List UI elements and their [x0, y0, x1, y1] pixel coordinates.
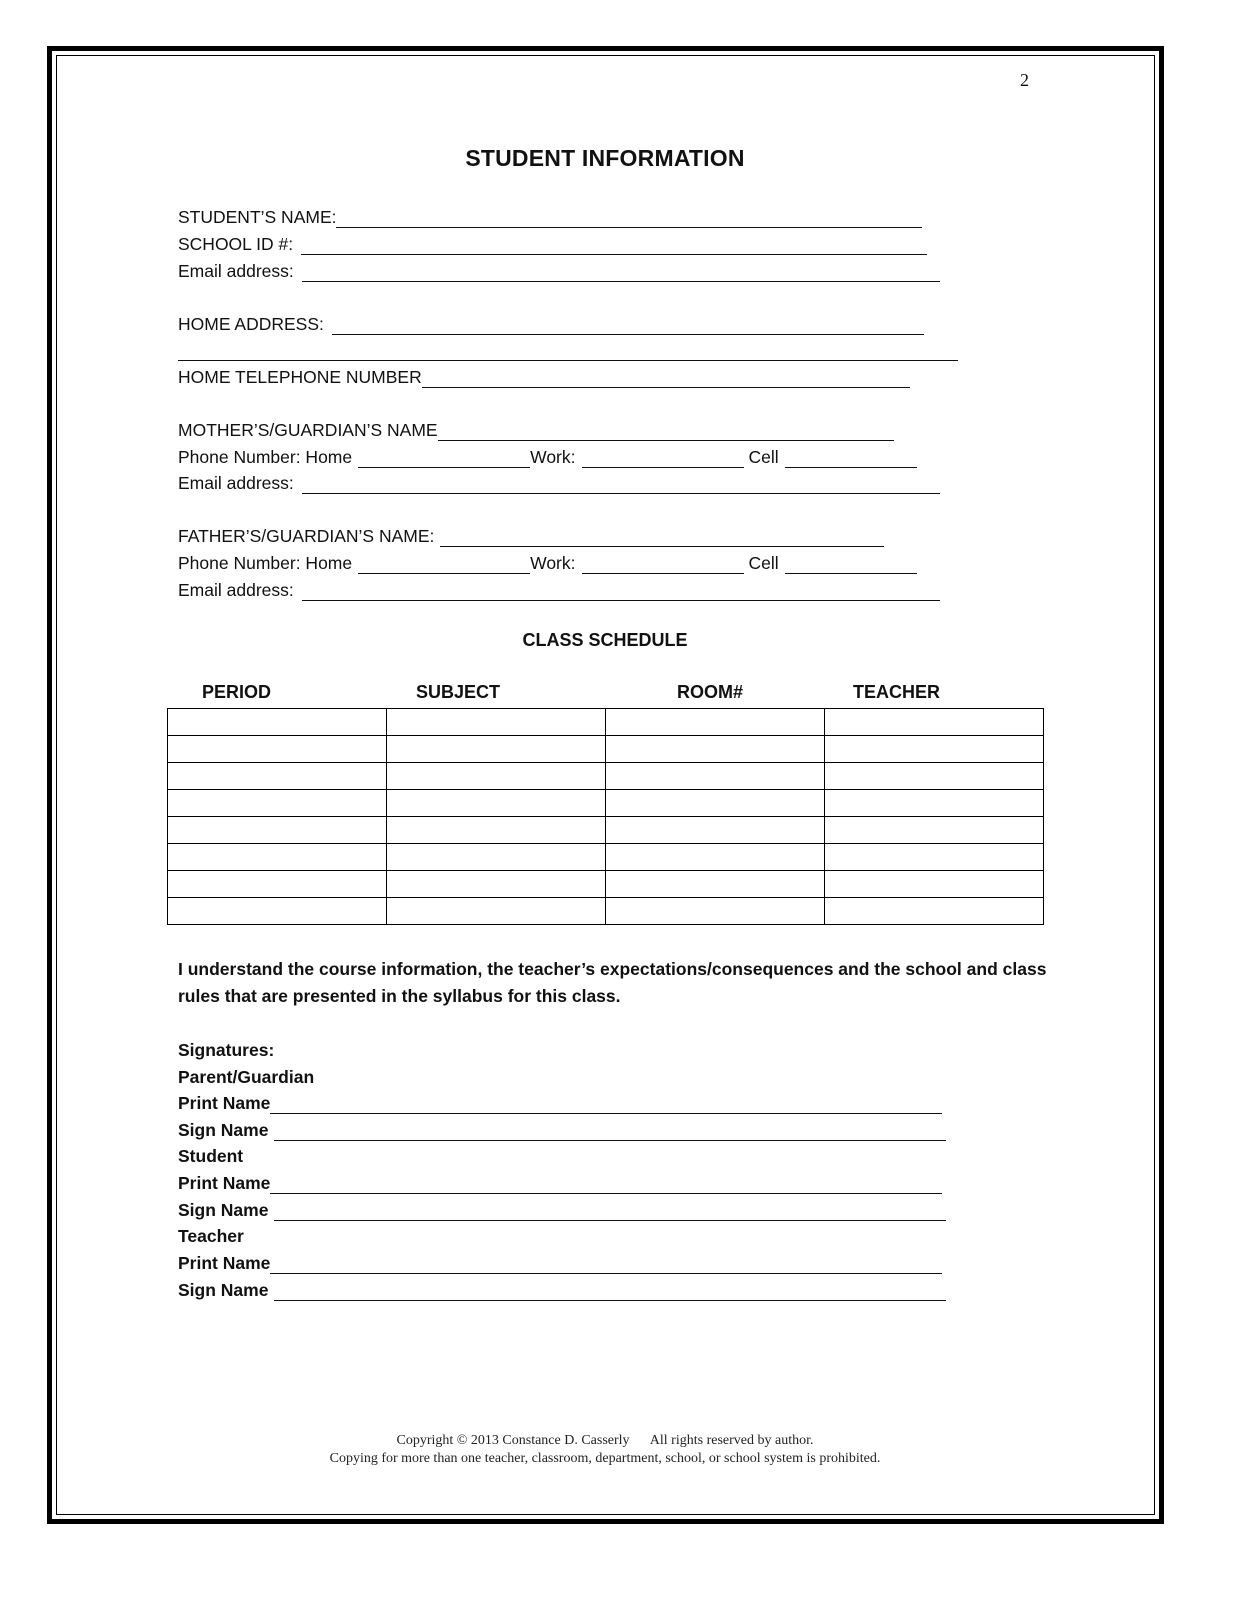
father-phone-work-field[interactable] [582, 556, 744, 574]
table-cell[interactable] [387, 709, 606, 736]
table-cell[interactable] [387, 898, 606, 925]
home-address-field[interactable] [332, 317, 924, 335]
teacher-sign-label: Sign Name [178, 1280, 269, 1300]
student-name-field[interactable] [336, 210, 922, 228]
table-cell[interactable] [606, 736, 825, 763]
mother-phone-work-label: Work: [530, 447, 576, 467]
table-cell[interactable] [387, 844, 606, 871]
home-telephone-field[interactable] [422, 370, 910, 388]
school-id-row [178, 231, 927, 255]
signatures-heading-row [178, 1037, 274, 1061]
table-row [168, 898, 1044, 925]
father-phone-work-label: Work: [530, 553, 576, 573]
student-email-label: Email address: [178, 261, 294, 281]
table-cell[interactable] [168, 736, 387, 763]
table-row [168, 709, 1044, 736]
father-phone-row [178, 550, 917, 574]
table-row [168, 790, 1044, 817]
mother-phone-cell-field[interactable] [785, 450, 917, 468]
table-cell[interactable] [825, 736, 1044, 763]
student-sign-field[interactable] [274, 1203, 946, 1221]
mother-email-row [178, 470, 940, 494]
student-signature-heading: Student [178, 1146, 244, 1166]
footer-notice: Copying for more than one teacher, classroom, department, school, or school system is prohibited. [329, 1451, 881, 1466]
parent-sign-row [178, 1117, 946, 1141]
table-cell[interactable] [825, 709, 1044, 736]
table-cell[interactable] [387, 763, 606, 790]
column-header-subject: SUBJECT [416, 682, 501, 702]
table-cell[interactable] [825, 763, 1044, 790]
page-number: 2 [1020, 70, 1029, 90]
table-cell[interactable] [168, 817, 387, 844]
home-address-line2-field[interactable] [178, 343, 958, 361]
father-email-label: Email address: [178, 580, 294, 600]
mother-phone-cell-label: Cell [748, 447, 779, 467]
student-heading-row [178, 1143, 243, 1167]
mother-phone-row [178, 444, 917, 468]
table-cell[interactable] [168, 871, 387, 898]
mother-name-label: MOTHER’S/GUARDIAN’S NAME [178, 420, 438, 440]
student-sign-row [178, 1197, 946, 1221]
page-title: STUDENT INFORMATION [465, 145, 745, 171]
table-cell[interactable] [825, 871, 1044, 898]
table-cell[interactable] [168, 763, 387, 790]
student-name-row [178, 204, 922, 228]
teacher-sign-row [178, 1277, 946, 1301]
student-email-row [178, 258, 940, 282]
student-name-label: STUDENT’S NAME: [178, 207, 337, 227]
class-schedule-table [167, 708, 1044, 925]
table-row [168, 763, 1044, 790]
student-email-field[interactable] [302, 264, 940, 282]
mother-name-row [178, 417, 894, 441]
student-print-field[interactable] [270, 1176, 942, 1194]
teacher-signature-heading: Teacher [178, 1226, 244, 1246]
table-cell[interactable] [606, 709, 825, 736]
father-name-row [178, 523, 884, 547]
table-cell[interactable] [606, 844, 825, 871]
parent-print-row [178, 1090, 942, 1114]
teacher-print-field[interactable] [270, 1256, 942, 1274]
table-cell[interactable] [387, 871, 606, 898]
teacher-print-label: Print Name [178, 1253, 271, 1273]
class-schedule-title: CLASS SCHEDULE [522, 630, 688, 650]
acknowledgement-statement: I understand the course information, the teacher’s expectations/consequences and the school and class rules that are presented in the syllabus for this class. [178, 959, 1047, 1006]
student-print-label: Print Name [178, 1173, 271, 1193]
table-cell[interactable] [825, 790, 1044, 817]
column-header-room: ROOM# [677, 682, 744, 702]
parent-heading-row [178, 1064, 314, 1088]
mother-name-field[interactable] [438, 423, 894, 441]
father-name-field[interactable] [440, 529, 884, 547]
student-print-row [178, 1170, 942, 1194]
table-cell[interactable] [606, 790, 825, 817]
school-id-label: SCHOOL ID #: [178, 234, 294, 254]
footer-copyright: Copyright © 2013 Constance D. Casserly All rights reserved by author. [396, 1433, 814, 1448]
school-id-field[interactable] [301, 237, 927, 255]
table-row [168, 736, 1044, 763]
parent-print-label: Print Name [178, 1093, 271, 1113]
table-cell[interactable] [606, 763, 825, 790]
parent-print-field[interactable] [270, 1096, 942, 1114]
column-header-teacher: TEACHER [853, 682, 941, 702]
table-cell[interactable] [168, 898, 387, 925]
table-cell[interactable] [825, 844, 1044, 871]
mother-email-label: Email address: [178, 473, 294, 493]
signatures-heading: Signatures: [178, 1040, 275, 1060]
table-cell[interactable] [606, 898, 825, 925]
home-address-line2-row [178, 337, 958, 361]
table-cell[interactable] [606, 871, 825, 898]
home-address-row [178, 311, 924, 335]
mother-phone-work-field[interactable] [582, 450, 744, 468]
mother-phone-home-field[interactable] [358, 450, 530, 468]
parent-sign-label: Sign Name [178, 1120, 269, 1140]
table-row [168, 844, 1044, 871]
father-phone-cell-label: Cell [748, 553, 779, 573]
father-email-row [178, 577, 940, 601]
table-cell[interactable] [387, 817, 606, 844]
father-phone-home-field[interactable] [358, 556, 530, 574]
column-header-period: PERIOD [202, 682, 272, 702]
table-cell[interactable] [168, 790, 387, 817]
table-row [168, 817, 1044, 844]
home-address-label: HOME ADDRESS: [178, 314, 324, 334]
parent-sign-field[interactable] [274, 1123, 946, 1141]
table-cell[interactable] [387, 736, 606, 763]
home-telephone-label: HOME TELEPHONE NUMBER [178, 367, 422, 387]
father-phone-cell-field[interactable] [785, 556, 917, 574]
father-email-field[interactable] [302, 583, 940, 601]
table-cell[interactable] [825, 898, 1044, 925]
father-name-label: FATHER’S/GUARDIAN’S NAME: [178, 526, 435, 546]
table-cell[interactable] [168, 709, 387, 736]
teacher-print-row [178, 1250, 942, 1274]
mother-email-field[interactable] [302, 476, 940, 494]
table-cell[interactable] [387, 790, 606, 817]
father-phone-home-label: Phone Number: Home [178, 553, 353, 573]
student-sign-label: Sign Name [178, 1200, 269, 1220]
table-cell[interactable] [606, 817, 825, 844]
parent-guardian-heading: Parent/Guardian [178, 1067, 315, 1087]
teacher-heading-row [178, 1223, 244, 1247]
mother-phone-home-label: Phone Number: Home [178, 447, 353, 467]
table-cell[interactable] [168, 844, 387, 871]
table-row [168, 871, 1044, 898]
table-cell[interactable] [825, 817, 1044, 844]
teacher-sign-field[interactable] [274, 1283, 946, 1301]
home-telephone-row [178, 364, 910, 388]
